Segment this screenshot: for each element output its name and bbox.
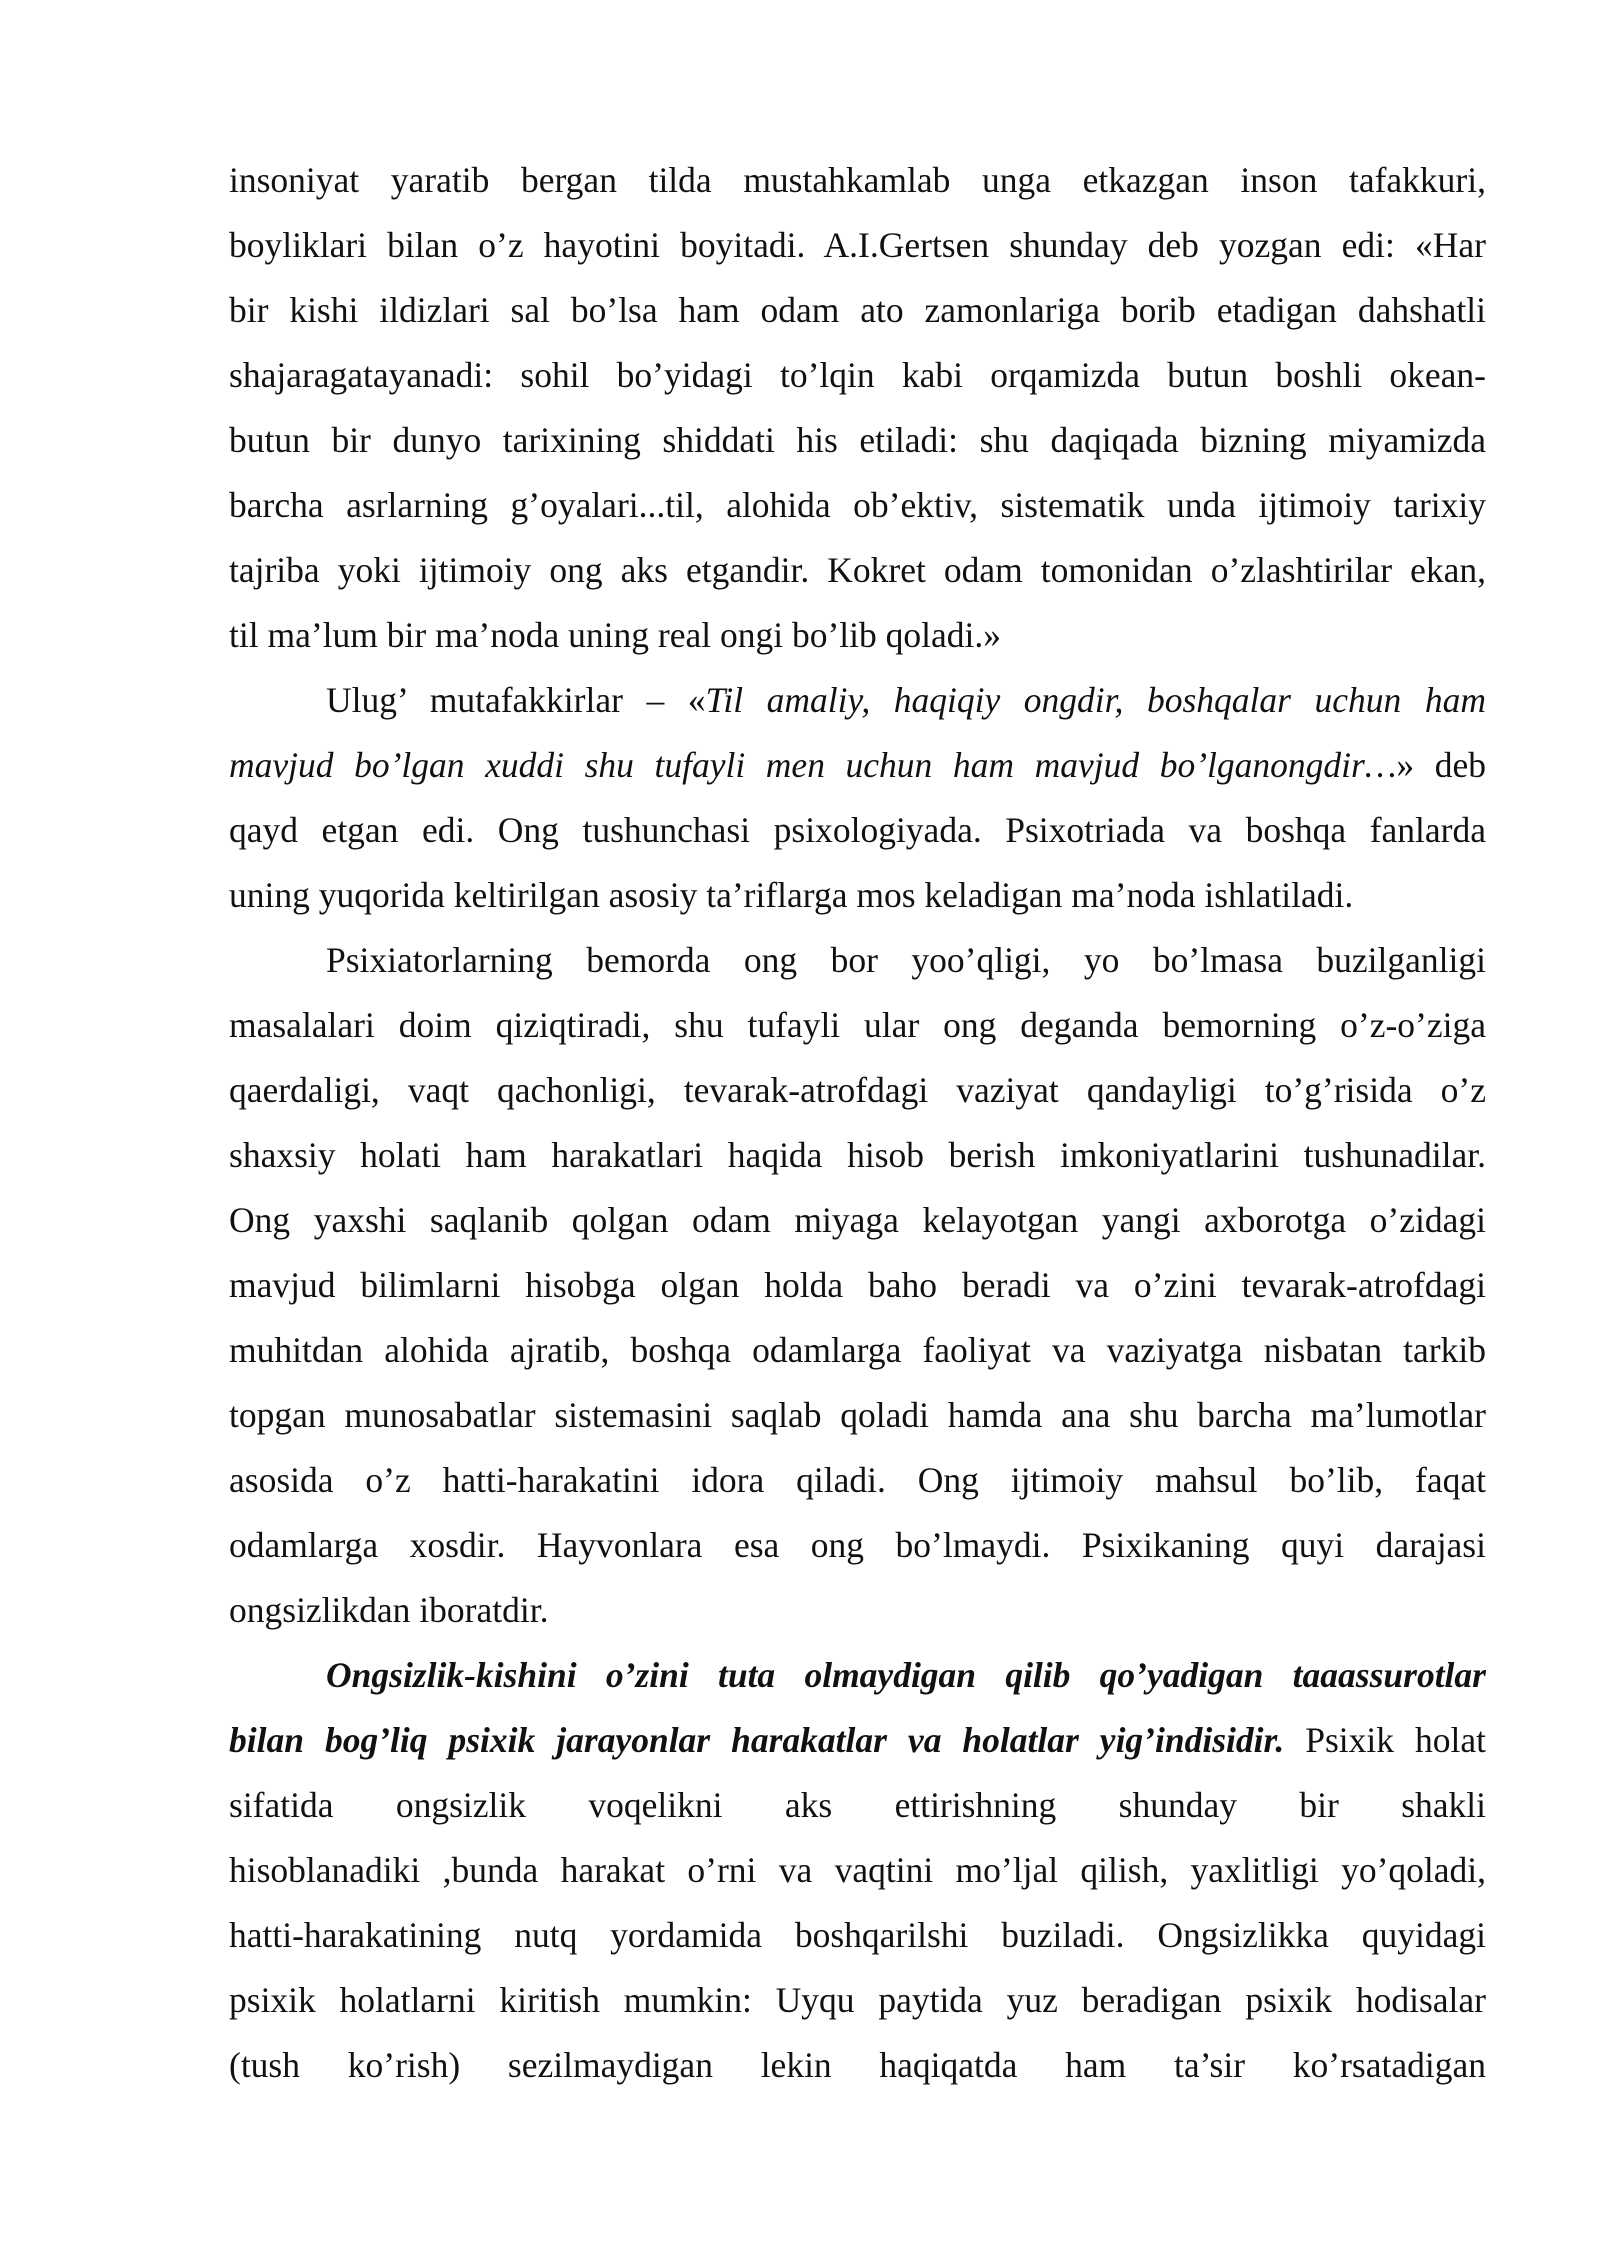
text-line [229,1708,1486,1773]
paragraph-1 [229,148,1486,668]
text-line: (tush ko’rish) sezilmaydigan lekin haqiqatda ham ta’sir ko’rsatadigan [229,2045,1486,2085]
text-line: qaerdaligi, vaqt qachonligi, tevarak-atrofdagi vaziyat qandayligi to’g’risida o’z [229,1070,1486,1110]
text-line: hatti-harakatining nutq yordamida boshqarilshi buziladi. Ongsizlikka quyidagi [229,1915,1486,1955]
definition-bold-italic: Ongsizlik-kishini o’zini tuta olmaydigan qilib qo’yadigan taaassurotlar [326,1655,1486,1695]
text-line: boyliklari bilan o’z hayotini boyitadi. A.I.Gertsen shunday deb yozgan edi: «Har [229,225,1486,265]
text-line: sifatida ongsizlik voqelikni aks ettirishning shunday bir shakli [229,1785,1486,1825]
text-line: barcha asrlarning g’oyalari...til, alohida ob’ektiv, sistematik unda ijtimoiy tarixiy [229,485,1486,525]
text-line [229,668,1486,733]
text-line: uning yuqorida keltirilgan asosiy ta’riflarga mos keladigan ma’noda ishlatiladi. [229,875,1354,915]
text-line: asosida o’z hatti-harakatini idora qiladi. Ong ijtimoiy mahsul bo’lib, faqat [229,1460,1486,1500]
definition-bold-italic: bilan bog’liq psixik jarayonlar harakatlar va holatlar yig’indisidir. [229,1720,1285,1760]
text-line: shaxsiy holati ham harakatlari haqida hisob berish imkoniyatlarini tushunadilar. [229,1135,1486,1175]
quote-intro: Ulug’ mutafakkirlar – « [326,680,706,720]
text-line: topgan munosabatlar sistemasini saqlab qoladi hamda ana shu barcha ma’lumotlar [229,1395,1486,1435]
quote-outro: » deb [1396,745,1486,785]
text-line: muhitdan alohida ajratib, boshqa odamlarga faoliyat va vaziyatga nisbatan tarkib [229,1330,1486,1370]
quote-italic: Til amaliy, haqiqiy ongdir, boshqalar uchun ham [705,680,1486,720]
definition-tail: Psixik holat [1284,1720,1486,1760]
text-line: masalalari doim qiziqtiradi, shu tufayli ular ong deganda bemorning o’z-o’ziga [229,1005,1486,1045]
text-line: mavjud bilimlarni hisobga olgan holda baho beradi va o’zini tevarak-atrofdagi [229,1265,1486,1305]
text-line: tajriba yoki ijtimoiy ong aks etgandir. Kokret odam tomonidan o’zlashtirilar ekan, [229,550,1486,590]
text-line: shajaragatayanadi: sohil bo’yidagi to’lqin kabi orqamizda butun boshli okean- [229,355,1486,395]
text-line [229,1643,1486,1708]
text-line: insoniyat yaratib bergan tilda mustahkamlab unga etkazgan inson tafakkuri, [229,160,1486,200]
text-line: psixik holatlarni kiritish mumkin: Uyqu paytida yuz beradigan psixik hodisalar [229,1980,1486,2020]
text-line: Psixiatorlarning bemorda ong bor yoo’qligi, yo bo’lmasa buzilganligi [326,940,1486,980]
text-line: bir kishi ildizlari sal bo’lsa ham odam ato zamonlariga borib etadigan dahshatli [229,290,1486,330]
text-line: odamlarga xosdir. Hayvonlara esa ong bo’lmaydi. Psixikaning quyi darajasi [229,1525,1486,1565]
paragraph-4 [229,1643,1486,2098]
body-text [229,148,1486,2098]
text-line: qayd etgan edi. Ong tushunchasi psixologiyada. Psixotriada va boshqa fanlarda [229,810,1486,850]
text-line: Ong yaxshi saqlanib qolgan odam miyaga kelayotgan yangi axborotga o’zidagi [229,1200,1486,1240]
text-line: hisoblanadiki ,bunda harakat o’rni va vaqtini mo’ljal qilish, yaxlitligi yo’qoladi, [229,1850,1486,1890]
text-line: butun bir dunyo tarixining shiddati his etiladi: shu daqiqada bizning miyamizda [229,420,1486,460]
quote-italic: mavjud bo’lgan xuddi shu tufayli men uchun ham mavjud bo’lganongdir… [229,745,1397,785]
text-line: til ma’lum bir ma’noda uning real ongi bo’lib qoladi.» [229,615,1001,655]
text-line [229,733,1486,798]
paragraph-2 [229,668,1486,928]
paragraph-3 [229,928,1486,1643]
text-line: ongsizlikdan iboratdir. [229,1590,549,1630]
